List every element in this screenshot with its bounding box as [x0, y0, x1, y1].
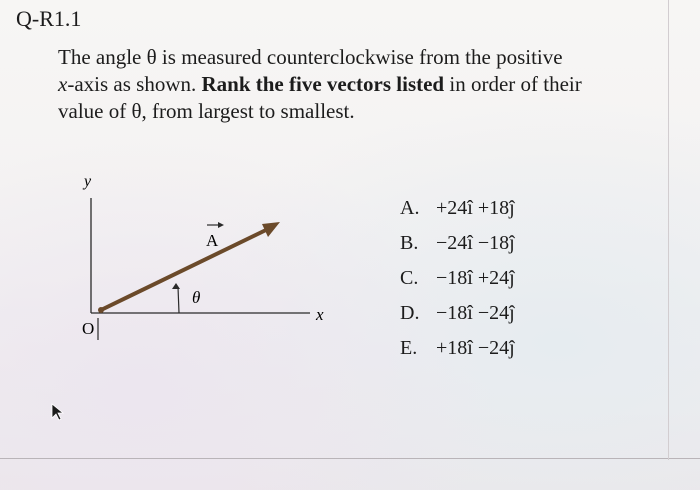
prompt-axis-italic: x: [58, 72, 68, 96]
choice-letter: D.: [400, 302, 420, 324]
vector-label-arrowhead: [218, 222, 224, 228]
origin-label: O: [82, 319, 95, 338]
prompt-part1: The angle θ is measured counterclockwise from the positive: [58, 45, 563, 69]
vector-tail-dot: [98, 307, 104, 313]
choice-letter: B.: [400, 232, 419, 254]
prompt-part3: -axis as shown.: [67, 72, 197, 96]
vector-a-shaft: [101, 229, 268, 310]
choice-c: [400, 267, 515, 302]
answer-choices: [400, 197, 515, 372]
y-axis-label: y: [84, 173, 92, 190]
problem-id: Q-R1.1: [16, 6, 82, 31]
vector-label: A: [206, 231, 219, 250]
prompt-part4: in order of their: [449, 72, 582, 96]
angle-arc-arrowhead: [172, 283, 180, 289]
choice-expression: −24î −18ĵ: [436, 232, 515, 254]
x-axis-label: x: [316, 305, 324, 324]
choice-d: [400, 302, 515, 337]
angle-arc: [178, 287, 179, 313]
choice-e: [400, 337, 515, 372]
angle-label: θ: [192, 288, 201, 307]
choice-a: [400, 197, 515, 232]
choice-expression: −18î +24ĵ: [436, 267, 515, 289]
vector-diagram: [40, 160, 360, 350]
question-prompt: [58, 44, 638, 125]
page-edge: [0, 458, 700, 459]
prompt-part5: value of θ, from largest to smallest.: [58, 99, 355, 123]
choice-expression: −18î −24ĵ: [436, 302, 515, 324]
page-right-edge: [668, 0, 669, 460]
vector-a-arrowhead: [262, 222, 280, 237]
choice-expression: +24î +18ĵ: [436, 197, 515, 219]
mouse-pointer-icon: [50, 402, 66, 422]
choice-b: [400, 232, 515, 267]
choice-letter: A.: [400, 197, 420, 219]
choice-letter: E.: [400, 337, 418, 359]
prompt-bold: Rank the five vectors listed: [201, 72, 445, 96]
choice-expression: +18î −24ĵ: [436, 337, 515, 359]
choice-letter: C.: [400, 267, 419, 289]
